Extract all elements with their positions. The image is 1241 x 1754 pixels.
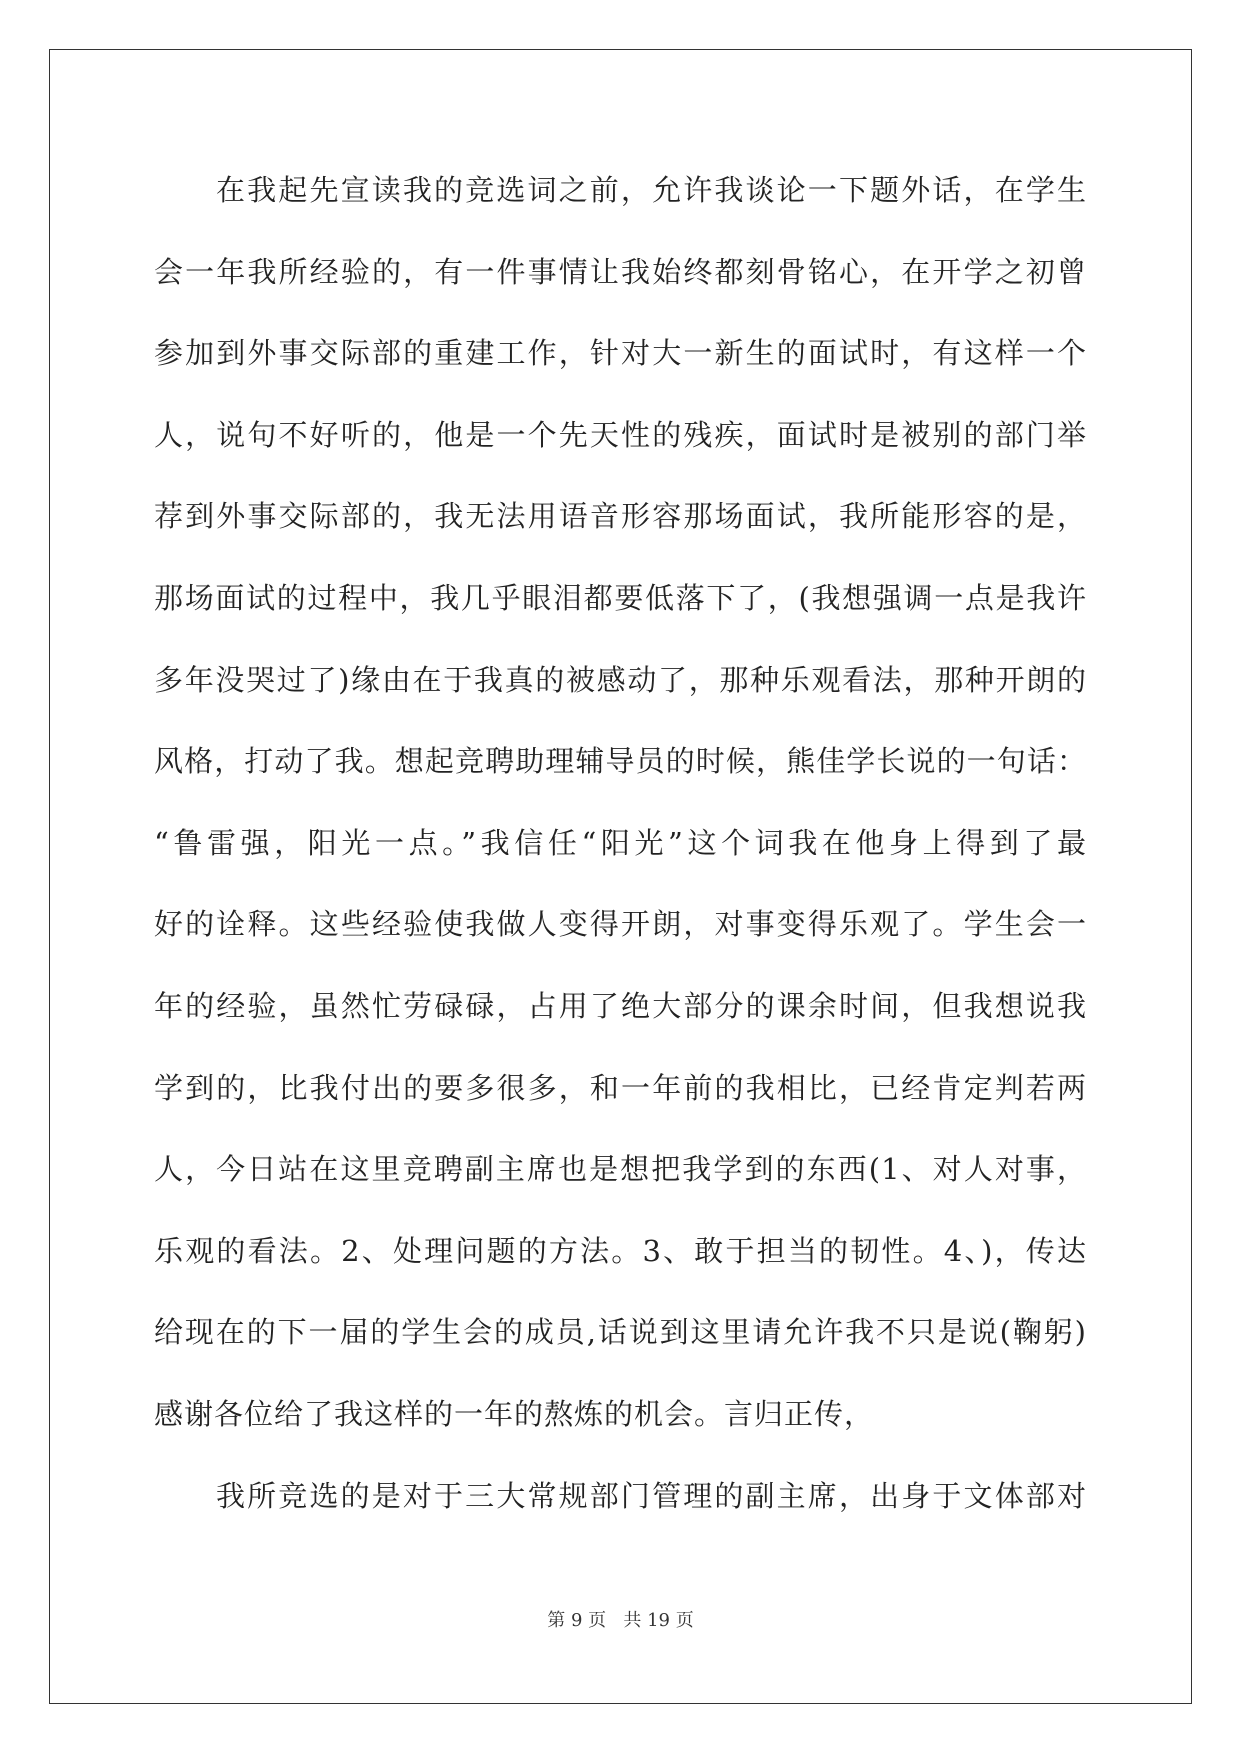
paragraph-1-line-16: 感谢各位给了我这样的一年的熬炼的机会。言归正传， [154,1396,875,1431]
paragraph-1-line-15: 给现在的下一届的学生会的成员,话说到这里请允许我不只是说(鞠躬) [154,1315,1087,1350]
paragraph-1-line-5: 荐到外事交际部的，我无法用语音形容那场面试，我所能形容的是， [154,499,1087,534]
paragraph-2-line-1: 我所竞选的是对于三大常规部门管理的副主席，出身于文体部对 [216,1478,1087,1513]
paragraph-1-line-14: 乐观的看法。2、处理问题的方法。3、敢于担当的韧性。4、)，传达 [154,1233,1087,1268]
paragraph-1-line-7: 多年没哭过了)缘由在于我真的被感动了，那种乐观看法，那种开朗的 [154,662,1087,697]
paragraph-1-line-12: 学到的，比我付出的要多很多，和一年前的我相比，已经肯定判若两 [154,1070,1087,1105]
paragraph-1-line-1: 在我起先宣读我的竞选词之前，允许我谈论一下题外话，在学生 [216,173,1087,207]
paragraph-1-line-6: 那场面试的过程中，我几乎眼泪都要低落下了，(我想强调一点是我许 [154,580,1087,615]
paragraph-1-line-8: 风格，打动了我。想起竞聘助理辅导员的时候，熊佳学长说的一句话： [154,744,1087,779]
page-total: 共 19 页 [623,1610,694,1631]
page-footer [0,1606,1241,1632]
page-number: 第 9 页 [547,1610,607,1631]
paragraph-1-line-4: 人，说句不好听的，他是一个先天性的残疾，面试时是被别的部门举 [154,417,1087,452]
paragraph-1-line-2: 会一年我所经验的，有一件事情让我始终都刻骨铭心，在开学之初曾 [154,254,1087,289]
paragraph-1-line-9: “鲁雷强，阳光一点。”我信任“阳光”这个词我在他身上得到了最 [154,825,1087,860]
paragraph-1-line-10: 好的诠释。这些经验使我做人变得开朗，对事变得乐观了。学生会一 [154,907,1087,942]
paragraph-1-line-3: 参加到外事交际部的重建工作，针对大一新生的面试时，有这样一个 [154,336,1087,371]
document-body [154,162,1087,1549]
paragraph-1-line-11: 年的经验，虽然忙劳碌碌，占用了绝大部分的课余时间，但我想说我 [154,988,1087,1023]
paragraph-1-line-13: 人，今日站在这里竞聘副主席也是想把我学到的东西(1、对人对事， [154,1152,1087,1187]
